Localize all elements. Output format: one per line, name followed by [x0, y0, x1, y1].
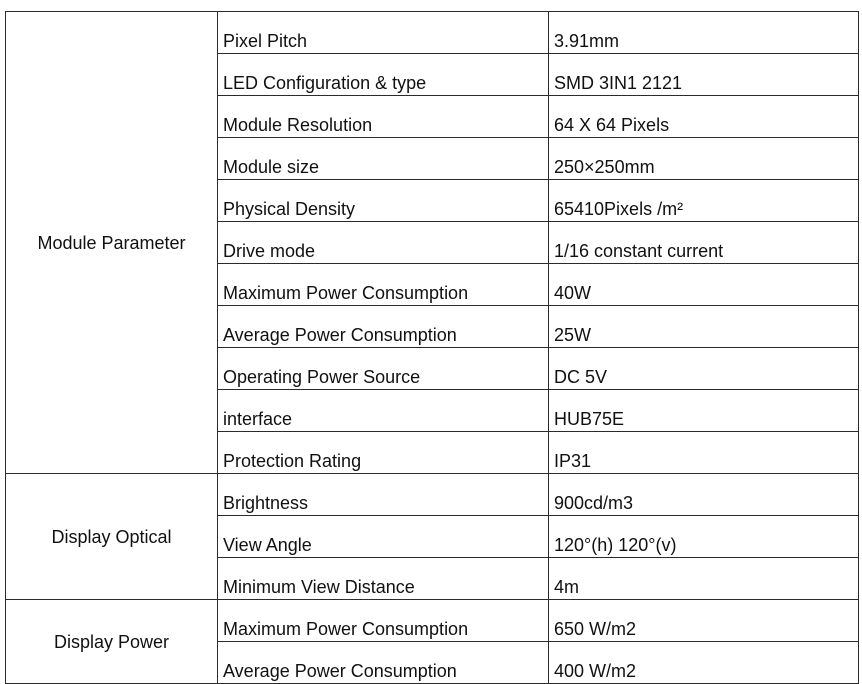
- param-cell: LED Configuration & type: [218, 54, 549, 96]
- value-cell: 40W: [549, 264, 859, 306]
- value-cell: 650 W/m2: [549, 600, 859, 642]
- value-cell: 65410Pixels /m²: [549, 180, 859, 222]
- param-cell: Average Power Consumption: [218, 642, 549, 684]
- group-label-display-power: Display Power: [6, 600, 218, 684]
- value-cell: 1/16 constant current: [549, 222, 859, 264]
- table-row: [6, 600, 859, 642]
- value-cell: 3.91mm: [549, 12, 859, 54]
- value-cell: HUB75E: [549, 390, 859, 432]
- spec-table-body: [6, 12, 859, 684]
- group-label-module-parameter: Module Parameter: [6, 12, 218, 474]
- table-row: [6, 474, 859, 516]
- param-cell: interface: [218, 390, 549, 432]
- group-label-display-optical: Display Optical: [6, 474, 218, 600]
- value-cell: 900cd/m3: [549, 474, 859, 516]
- param-cell: View Angle: [218, 516, 549, 558]
- param-cell: Maximum Power Consumption: [218, 600, 549, 642]
- spec-table: [5, 11, 859, 684]
- value-cell: 4m: [549, 558, 859, 600]
- param-cell: Average Power Consumption: [218, 306, 549, 348]
- value-cell: 64 X 64 Pixels: [549, 96, 859, 138]
- param-cell: Minimum View Distance: [218, 558, 549, 600]
- value-cell: IP31: [549, 432, 859, 474]
- value-cell: 120°(h) 120°(v): [549, 516, 859, 558]
- param-cell: Module size: [218, 138, 549, 180]
- value-cell: SMD 3IN1 2121: [549, 54, 859, 96]
- param-cell: Physical Density: [218, 180, 549, 222]
- value-cell: 25W: [549, 306, 859, 348]
- value-cell: 400 W/m2: [549, 642, 859, 684]
- param-cell: Pixel Pitch: [218, 12, 549, 54]
- value-cell: DC 5V: [549, 348, 859, 390]
- value-cell: 250×250mm: [549, 138, 859, 180]
- param-cell: Maximum Power Consumption: [218, 264, 549, 306]
- param-cell: Protection Rating: [218, 432, 549, 474]
- table-row: [6, 12, 859, 54]
- param-cell: Module Resolution: [218, 96, 549, 138]
- param-cell: Operating Power Source: [218, 348, 549, 390]
- param-cell: Drive mode: [218, 222, 549, 264]
- param-cell: Brightness: [218, 474, 549, 516]
